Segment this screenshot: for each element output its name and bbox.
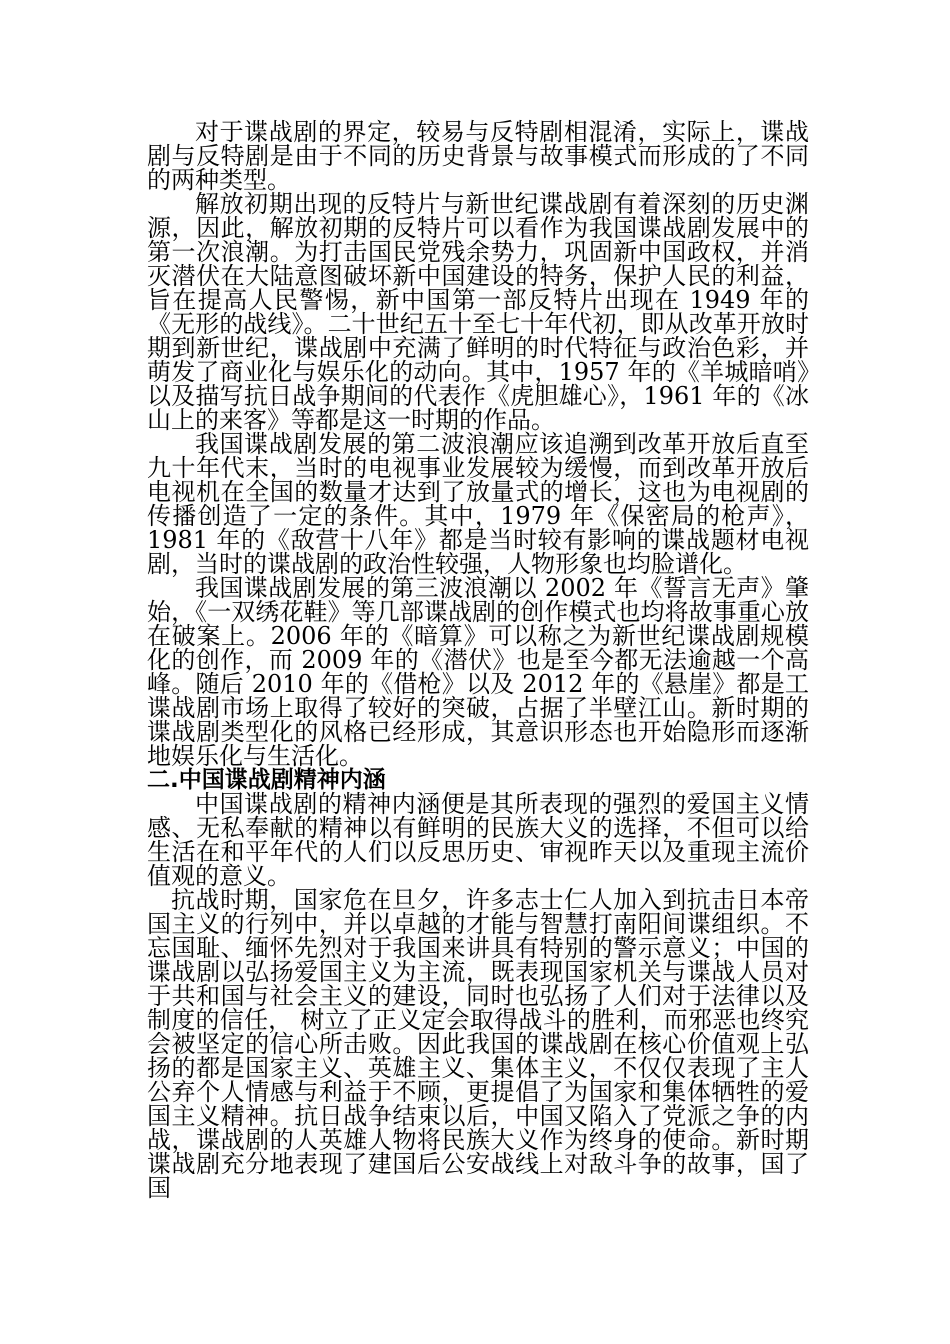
paragraph-war-period: 抗战时期，国家危在旦夕，许多志士仁人加入到抗击日本帝国主义的行列中，并以卓越的才能与智慧打南阳间谍组织。不忘国耻、缅怀先烈对于我国来讲具有特别的警示意义；中国的谍战剧以弘扬爱国主义为主流，既表现国家机关与谍战人员对于共和国与社会主义的建设，同时也弘扬了人们对于法律以及制度的信任， 树立了正义定会取得战斗的胜利，而邪恶也终究会被坚定的信心所击败。因此我国的谍战剧在核心价值观上弘扬的都是国家主义、英雄主义、集体主义，不仅仅表现了主人公弃个人情感与利益于不顾，更提倡了为国家和集体牺牲的爱国主义精神。抗日战争结束以后，中国又陷入了党派之争的内战，谍战剧的人英雄人物将民族大义作为终身的使命。新时期谍战剧充分地表现了建国后公安战线上对敌斗争的故事，国了国 (147, 886, 809, 1202)
paragraph-definition: 对于谍战剧的界定，较易与反特剧相混淆，实际上，谍战剧与反特剧是由于不同的历史背景与故事模式而形成的了不同的两种类型。 (147, 118, 809, 194)
paragraph-third-wave: 我国谍战剧发展的第三波浪潮以 2002 年《誓言无声》肇始，《一双绣花鞋》等几部谍战剧的创作模式也均将故事重心放在破案上。2006 年的《暗算》可以称之为新世纪谍战剧规模化的创作，而 2009 年的《潜伏》也是至今都无法逾越一个高峰。随后 2010 年的《借枪》以及 2012 年的《悬崖》都是工谍战剧市场上取得了较好的突破，占据了半壁江山。新时期的谍战剧类型化的风格已经形成，其意识形态也开始隐形而逐渐地娱乐化与生活化。 (147, 574, 809, 770)
paragraph-second-wave: 我国谍战剧发展的第二波浪潮应该追溯到改革开放后直至九十年代末，当时的电视事业发展较为缓慢，而到改革开放后电视机在全国的数量才达到了放量式的增长，这也为电视剧的传播创造了一定的条件。其中，1979 年《保密局的枪声》，1981 年的《敌营十八年》都是当时较有影响的谍战题材电视剧，当时的谍战剧的政治性较强，人物形象也均脸谱化。 (147, 430, 809, 578)
section-heading: 二.中国谍战剧精神内涵 (147, 767, 386, 793)
document-page (147, 120, 809, 1200)
paragraph-first-wave: 解放初期出现的反特片与新世纪谍战剧有着深刻的历史渊源，因此，解放初期的反特片可以看作为我国谍战剧发展中的第一次浪潮。为打击国民党残余势力，巩固新中国政权，并消灭潜伏在大陆意图破坏新中国建设的特务，保护人民的利益，旨在提高人民警惕，新中国第一部反特片出现在 1949 年的《无形的战线》。二十世纪五十至七十年代初，即从改革开放时期到新世纪，谍战剧中充满了鲜明的时代特征与政治色彩，并萌发了商业化与娱乐化的动向。其中，1957 年的《羊城暗哨》以及描写抗日战争期间的代表作《虎胆雄心》，1961 年的《冰山上的来客》等都是这一时期的作品。 (147, 190, 809, 434)
paragraph-spirit-intro: 中国谍战剧的精神内涵便是其所表现的强烈的爱国主义情感、无私奉献的精神以有鲜明的民族大义的选择，不但可以给生活在和平年代的人们以反思历史、审视昨天以及重现主流价值观的意义。 (147, 790, 809, 890)
